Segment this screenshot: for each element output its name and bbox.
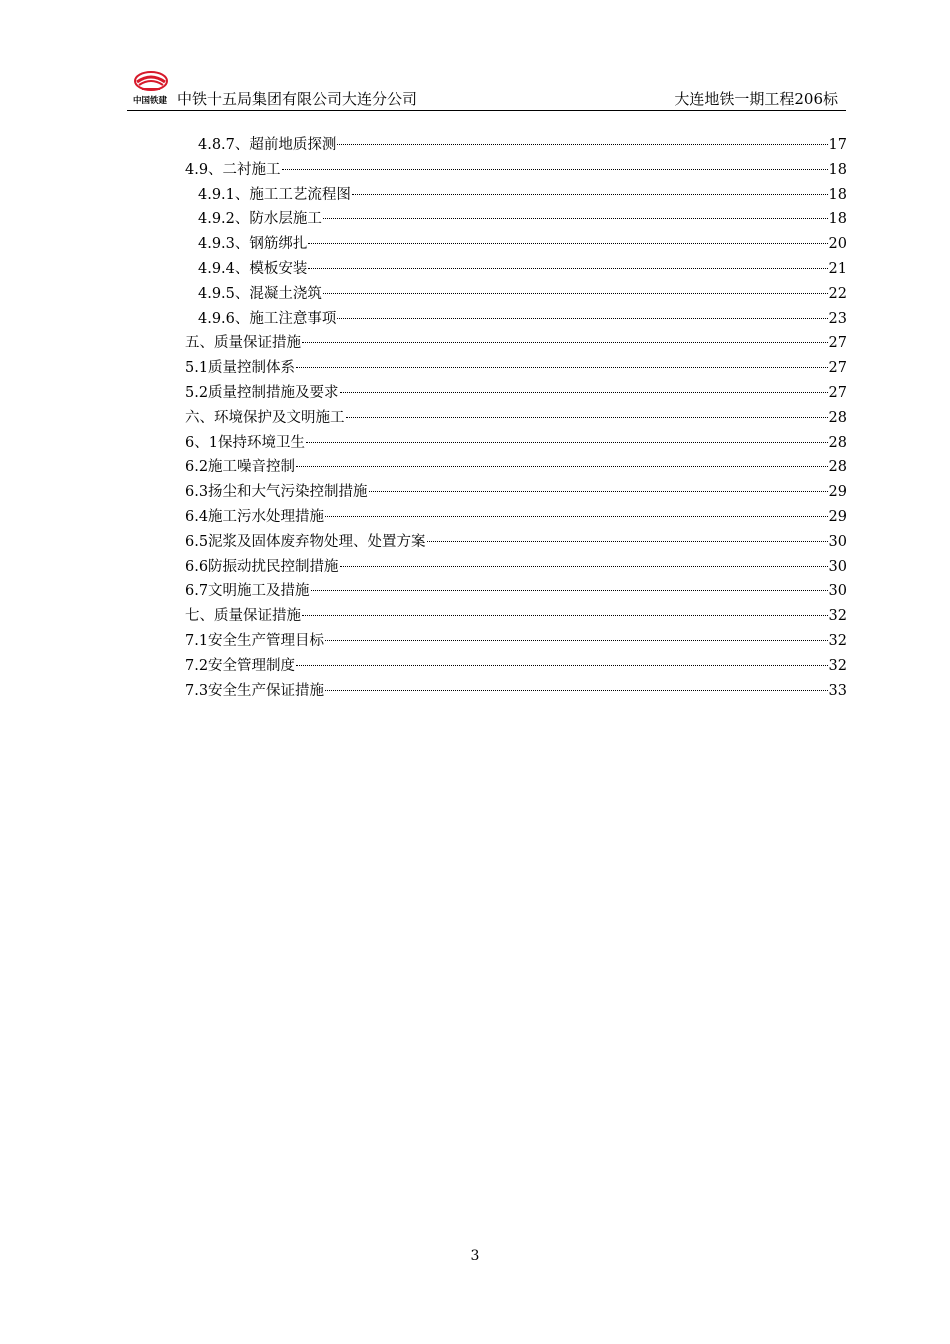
toc-entry-label: 4.9.1、施工工艺流程图	[198, 186, 351, 203]
toc-entry[interactable]	[185, 307, 847, 332]
toc-entry-label: 6.4施工污水处理措施	[185, 508, 325, 525]
toc-entry-label: 6.2施工噪音控制	[185, 459, 296, 476]
toc-entry-page: 33	[828, 682, 847, 699]
toc-entry-page: 20	[828, 236, 847, 253]
toc-entry[interactable]	[185, 505, 847, 530]
toc-entry-label: 4.9.4、模板安装	[198, 260, 308, 277]
toc-entry[interactable]	[185, 257, 847, 282]
toc-leader-dots	[323, 293, 828, 294]
toc-entry-page: 30	[828, 583, 847, 600]
toc-leader-dots	[296, 367, 827, 368]
toc-entry-page: 27	[828, 360, 847, 377]
toc-entry-page: 18	[828, 186, 847, 203]
toc-entry-label: 五、质量保证措施	[185, 335, 301, 352]
toc-entry[interactable]	[185, 455, 847, 480]
toc-entry-page: 18	[828, 161, 847, 178]
toc-entry-label: 5.1质量控制体系	[185, 360, 296, 377]
toc-entry[interactable]	[185, 431, 847, 456]
toc-leader-dots	[282, 169, 828, 170]
toc-leader-dots	[308, 243, 827, 244]
toc-leader-dots	[325, 640, 827, 641]
toc-entry-label: 七、质量保证措施	[185, 608, 301, 625]
toc-entry[interactable]	[185, 604, 847, 629]
toc-entry-label: 7.1安全生产管理目标	[185, 632, 325, 649]
toc-entry-label: 6.3扬尘和大气污染控制措施	[185, 484, 368, 501]
page-number: 3	[470, 1248, 480, 1264]
toc-entry-label: 4.9、二衬施工	[185, 161, 281, 178]
toc-entry[interactable]	[185, 282, 847, 307]
toc-entry[interactable]	[185, 679, 847, 704]
company-name: 中铁十五局集团有限公司大连分公司	[177, 90, 418, 108]
toc-entry-page: 27	[828, 384, 847, 401]
crcc-logo-icon	[127, 70, 173, 106]
toc-entry-label: 6.5泥浆及固体废弃物处理、处置方案	[185, 533, 426, 550]
toc-leader-dots	[302, 342, 828, 343]
toc-entry-page: 27	[828, 335, 847, 352]
toc-leader-dots	[325, 690, 827, 691]
toc-entry-page: 30	[828, 558, 847, 575]
toc-entry-page: 23	[828, 310, 847, 327]
page-header	[127, 68, 846, 111]
toc-entry-label: 6.6防振动扰民控制措施	[185, 558, 339, 575]
toc-leader-dots	[337, 144, 827, 145]
toc-leader-dots	[340, 566, 828, 567]
toc-leader-dots	[340, 392, 828, 393]
toc-entry-label: 7.2安全管理制度	[185, 657, 296, 674]
toc-entry[interactable]	[185, 555, 847, 580]
toc-entry-label: 4.9.5、混凝土浇筑	[198, 285, 322, 302]
toc-entry-page: 29	[828, 484, 847, 501]
toc-leader-dots	[427, 541, 828, 542]
toc-entry-page: 32	[828, 632, 847, 649]
toc-leader-dots	[337, 318, 827, 319]
toc-entry-page: 30	[828, 533, 847, 550]
toc-leader-dots	[308, 268, 827, 269]
toc-leader-dots	[325, 516, 827, 517]
toc-leader-dots	[352, 194, 828, 195]
toc-entry[interactable]	[185, 331, 847, 356]
toc-entry[interactable]	[185, 629, 847, 654]
toc-entry-page: 28	[828, 409, 847, 426]
toc-entry-page: 17	[828, 137, 847, 153]
toc-entry-label: 5.2质量控制措施及要求	[185, 384, 339, 401]
toc-entry-page: 18	[828, 211, 847, 228]
toc-entry-label: 4.8.7、超前地质探测	[198, 137, 337, 153]
toc-entry[interactable]	[185, 232, 847, 257]
toc-entry[interactable]	[185, 579, 847, 604]
toc-entry-label: 4.9.2、防水层施工	[198, 211, 322, 228]
toc-entry[interactable]	[185, 183, 847, 208]
toc-leader-dots	[311, 590, 828, 591]
toc-leader-dots	[306, 442, 828, 443]
toc-entry[interactable]	[185, 381, 847, 406]
toc-entry[interactable]	[185, 654, 847, 679]
toc-entry-page: 22	[828, 285, 847, 302]
toc-entry[interactable]	[185, 356, 847, 381]
logo-text: 中国铁建	[132, 96, 168, 106]
toc-entry-page: 29	[828, 508, 847, 525]
toc-entry-label: 4.9.6、施工注意事项	[198, 310, 337, 327]
toc-entry-page: 28	[828, 459, 847, 476]
toc-entry-page: 32	[828, 608, 847, 625]
toc-entry[interactable]	[185, 133, 847, 158]
toc-leader-dots	[296, 466, 827, 467]
toc-entry-page: 32	[828, 657, 847, 674]
toc-entry[interactable]	[185, 530, 847, 555]
crcc-logo	[127, 70, 173, 106]
toc-entry-page: 21	[828, 260, 847, 277]
toc-entry-label: 7.3安全生产保证措施	[185, 682, 325, 699]
toc-entry[interactable]	[185, 158, 847, 183]
toc-entry-label: 6.7文明施工及措施	[185, 583, 310, 600]
toc-entry[interactable]	[185, 207, 847, 232]
table-of-contents	[185, 133, 847, 703]
toc-leader-dots	[296, 665, 827, 666]
toc-entry-label: 6、1保持环境卫生	[185, 434, 305, 451]
toc-leader-dots	[369, 491, 828, 492]
toc-leader-dots	[346, 417, 828, 418]
toc-entry-label: 六、环境保护及文明施工	[185, 409, 345, 426]
toc-entry-label: 4.9.3、钢筋绑扎	[198, 236, 308, 253]
toc-entry[interactable]	[185, 406, 847, 431]
toc-entry[interactable]	[185, 480, 847, 505]
toc-leader-dots	[302, 615, 828, 616]
toc-leader-dots	[323, 218, 828, 219]
toc-entry-page: 28	[828, 434, 847, 451]
project-name: 大连地铁一期工程206标	[674, 90, 838, 108]
